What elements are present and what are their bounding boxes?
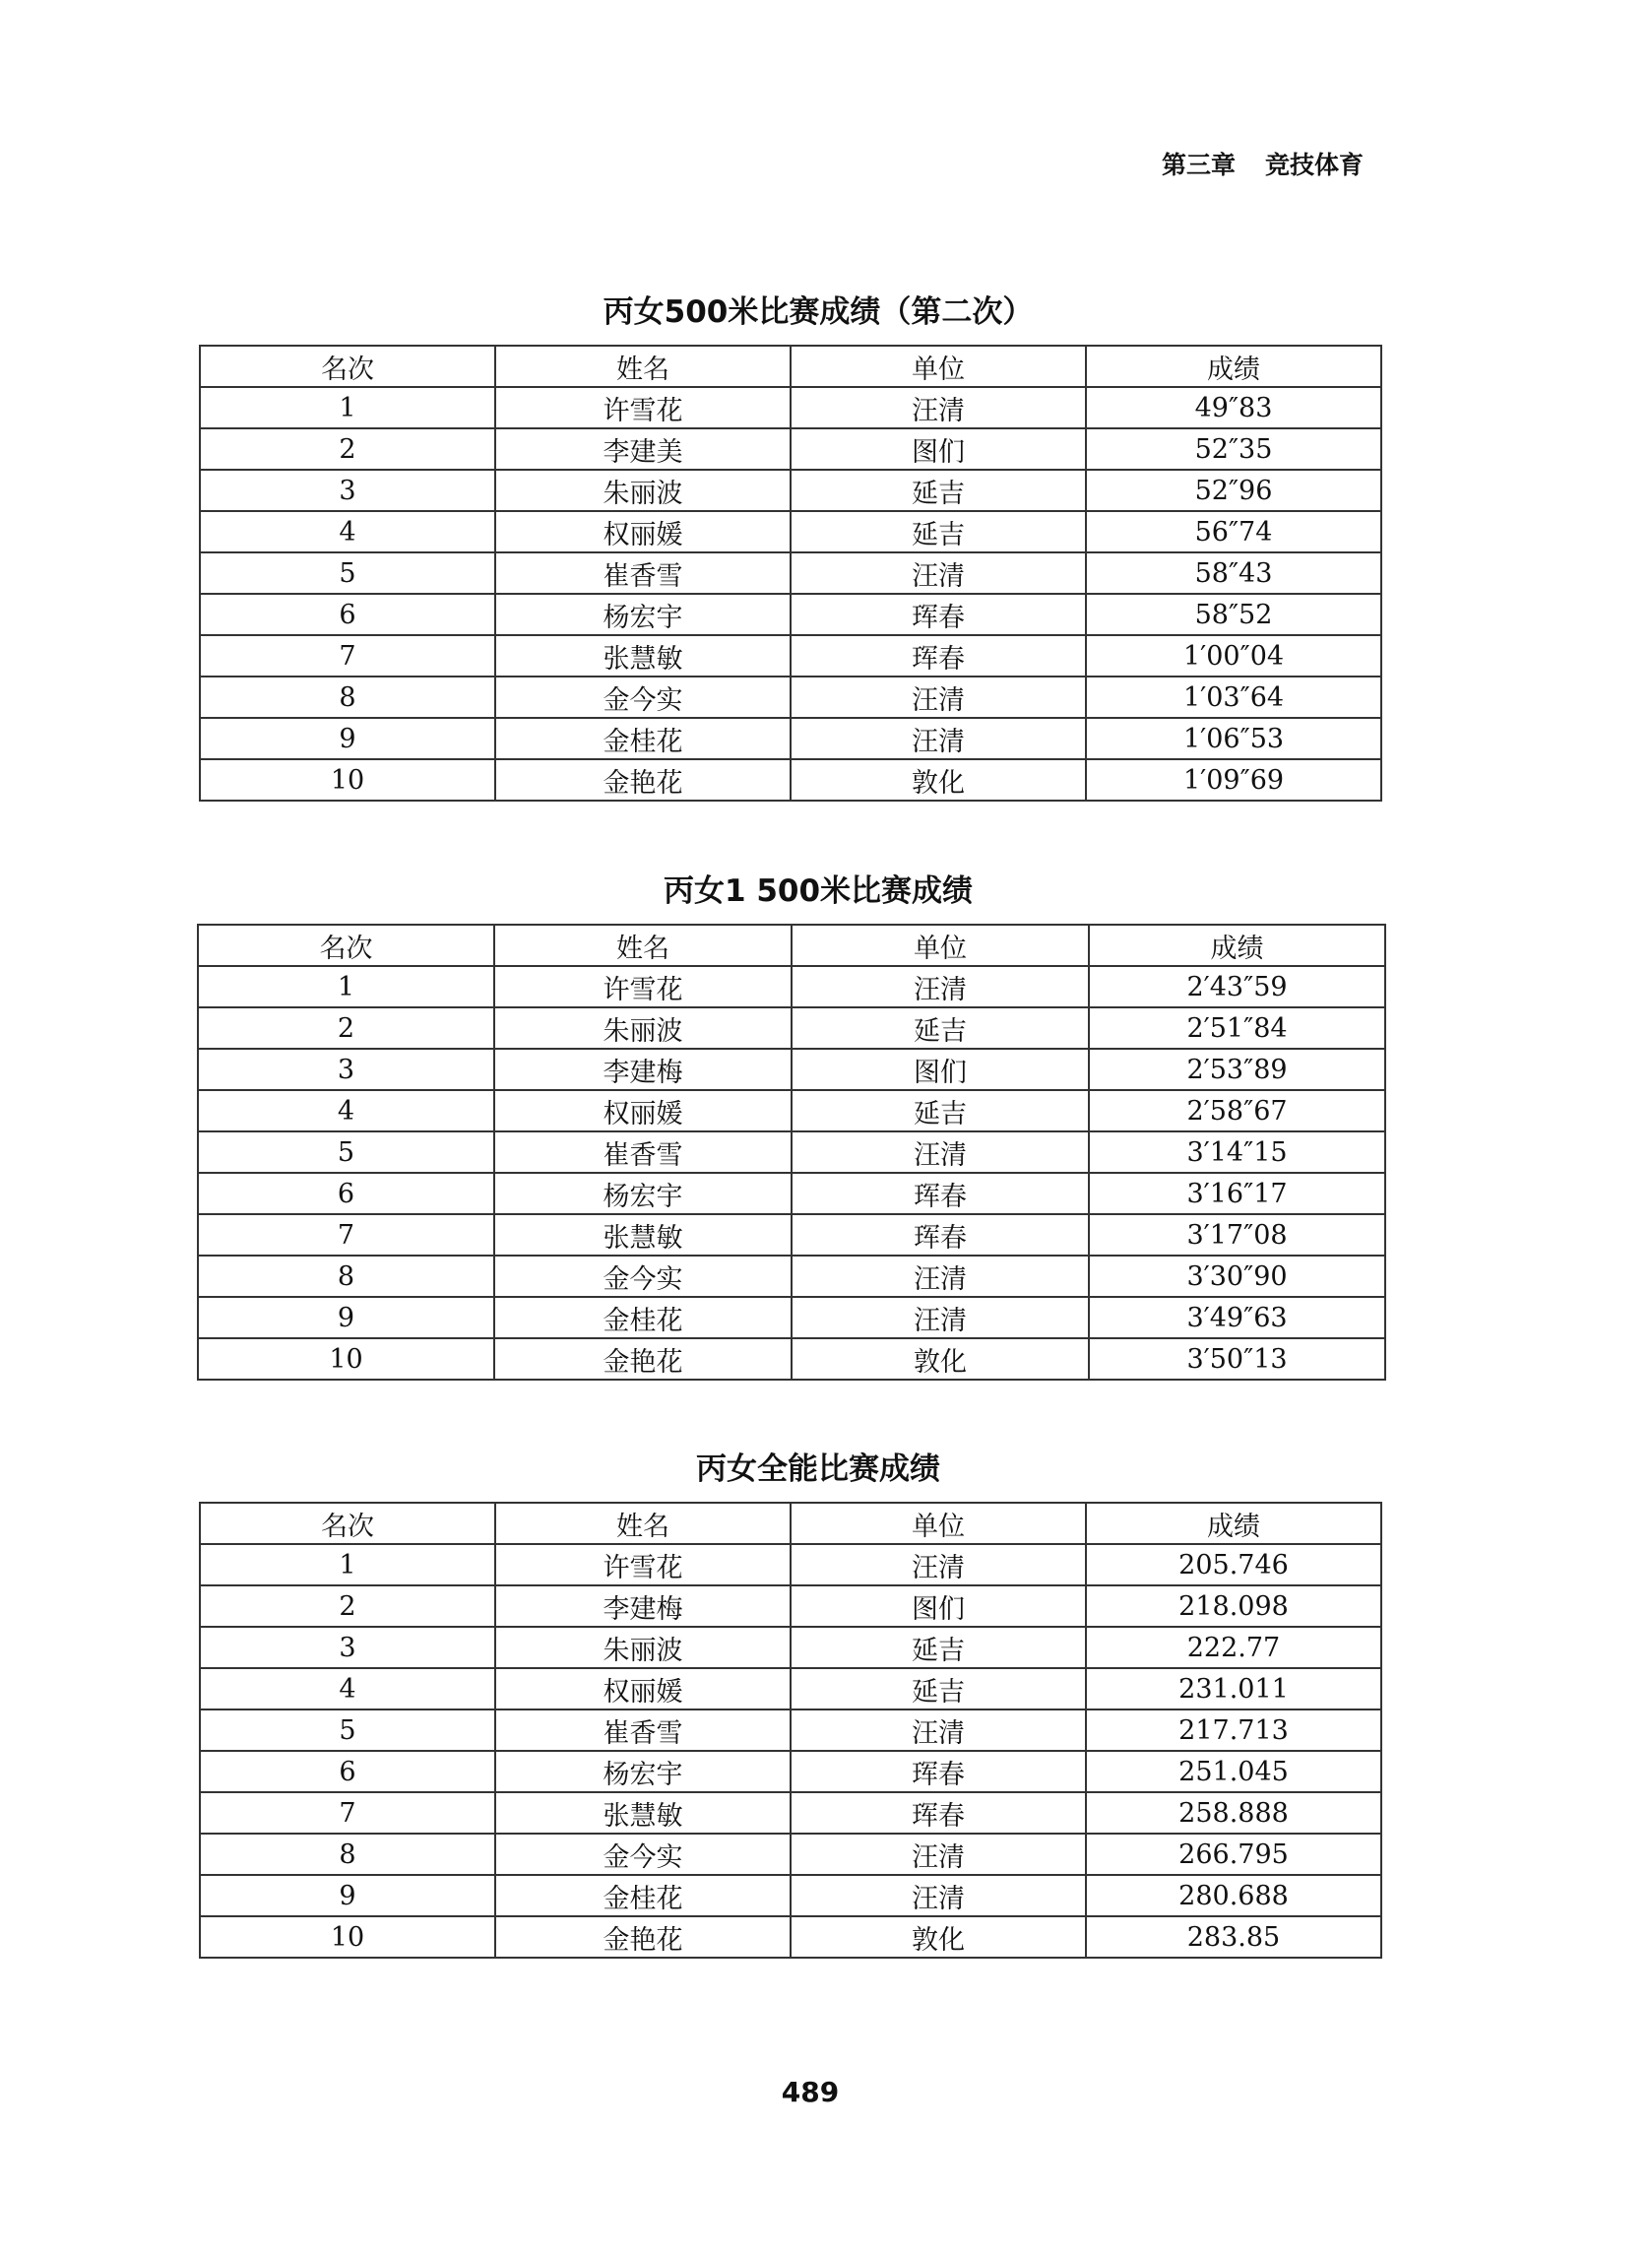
name-cell: 权丽媛	[495, 1668, 791, 1709]
column-header: 单位	[791, 1503, 1086, 1544]
unit-cell: 汪清	[791, 1834, 1086, 1875]
table-header-row	[200, 346, 1381, 387]
unit-cell: 珲春	[792, 1173, 1089, 1214]
name-cell: 朱丽波	[495, 470, 791, 511]
result-cell: 280.688	[1086, 1875, 1381, 1916]
unit-cell: 汪清	[791, 1544, 1086, 1585]
unit-cell: 延吉	[791, 1627, 1086, 1668]
result-cell: 218.098	[1086, 1585, 1381, 1627]
unit-cell: 珲春	[792, 1214, 1089, 1256]
rank-cell: 8	[198, 1256, 494, 1297]
table-row	[198, 966, 1385, 1007]
column-header: 名次	[198, 925, 494, 966]
table-row	[200, 759, 1381, 801]
name-cell: 许雪花	[495, 1544, 791, 1585]
table-row	[200, 470, 1381, 511]
rank-cell: 9	[198, 1297, 494, 1338]
table-row	[200, 1544, 1381, 1585]
results-table	[197, 924, 1386, 1381]
column-header: 姓名	[494, 925, 792, 966]
column-header: 成绩	[1086, 346, 1381, 387]
table-row	[198, 1173, 1385, 1214]
rank-cell: 4	[198, 1090, 494, 1131]
table-header-row	[200, 1503, 1381, 1544]
name-cell: 金今实	[495, 677, 791, 718]
rank-cell: 6	[200, 1751, 495, 1792]
column-header: 单位	[792, 925, 1089, 966]
rank-cell: 3	[200, 470, 495, 511]
name-cell: 许雪花	[494, 966, 792, 1007]
result-cell: 3′14″15	[1089, 1131, 1385, 1173]
table-row	[200, 552, 1381, 594]
rank-cell: 2	[198, 1007, 494, 1049]
result-cell: 2′51″84	[1089, 1007, 1385, 1049]
unit-cell: 延吉	[791, 511, 1086, 552]
unit-cell: 图们	[791, 1585, 1086, 1627]
rank-cell: 1	[200, 387, 495, 428]
name-cell: 金桂花	[495, 718, 791, 759]
unit-cell: 图们	[791, 428, 1086, 470]
table-row	[200, 594, 1381, 635]
results-table	[199, 1502, 1382, 1959]
table-row	[198, 1338, 1385, 1380]
result-cell: 3′16″17	[1089, 1173, 1385, 1214]
result-cell: 222.77	[1086, 1627, 1381, 1668]
result-cell: 1′00″04	[1086, 635, 1381, 677]
result-cell: 52″35	[1086, 428, 1381, 470]
unit-cell: 图们	[792, 1049, 1089, 1090]
result-cell: 58″43	[1086, 552, 1381, 594]
result-cell: 1′09″69	[1086, 759, 1381, 801]
section-label: 竞技体育	[1265, 151, 1365, 179]
table-row	[198, 1256, 1385, 1297]
unit-cell: 珲春	[791, 594, 1086, 635]
result-cell: 3′17″08	[1089, 1214, 1385, 1256]
rank-cell: 5	[200, 1709, 495, 1751]
table-title: 丙女全能比赛成绩	[696, 1451, 940, 1487]
rank-cell: 8	[200, 677, 495, 718]
result-cell: 2′43″59	[1089, 966, 1385, 1007]
rank-cell: 2	[200, 1585, 495, 1627]
name-cell: 杨宏宇	[495, 594, 791, 635]
name-cell: 张慧敏	[495, 635, 791, 677]
result-cell: 1′03″64	[1086, 677, 1381, 718]
table-row	[200, 387, 1381, 428]
table-row	[200, 718, 1381, 759]
name-cell: 金桂花	[495, 1875, 791, 1916]
unit-cell: 汪清	[792, 1256, 1089, 1297]
rank-cell: 10	[200, 1916, 495, 1958]
name-cell: 张慧敏	[494, 1214, 792, 1256]
name-cell: 杨宏宇	[494, 1173, 792, 1214]
table-row	[198, 1297, 1385, 1338]
table-row	[200, 1875, 1381, 1916]
table-row	[200, 1792, 1381, 1834]
column-header: 成绩	[1089, 925, 1385, 966]
column-header: 单位	[791, 346, 1086, 387]
table-row	[200, 511, 1381, 552]
table-row	[200, 1668, 1381, 1709]
result-cell: 266.795	[1086, 1834, 1381, 1875]
unit-cell: 延吉	[792, 1007, 1089, 1049]
rank-cell: 4	[200, 1668, 495, 1709]
result-cell: 283.85	[1086, 1916, 1381, 1958]
unit-cell: 敦化	[792, 1338, 1089, 1380]
name-cell: 李建梅	[495, 1585, 791, 1627]
result-cell: 2′53″89	[1089, 1049, 1385, 1090]
result-cell: 2′58″67	[1089, 1090, 1385, 1131]
name-cell: 李建美	[495, 428, 791, 470]
table-row	[198, 1090, 1385, 1131]
name-cell: 许雪花	[495, 387, 791, 428]
chapter-label: 第三章	[1162, 151, 1237, 179]
rank-cell: 6	[198, 1173, 494, 1214]
column-header: 名次	[200, 1503, 495, 1544]
result-cell: 1′06″53	[1086, 718, 1381, 759]
unit-cell: 汪清	[792, 1131, 1089, 1173]
rank-cell: 5	[200, 552, 495, 594]
result-cell: 3′49″63	[1089, 1297, 1385, 1338]
result-cell: 231.011	[1086, 1668, 1381, 1709]
rank-cell: 4	[200, 511, 495, 552]
result-cell: 251.045	[1086, 1751, 1381, 1792]
rank-cell: 2	[200, 428, 495, 470]
table-title: 丙女500米比赛成绩（第二次）	[603, 294, 1034, 330]
unit-cell: 汪清	[791, 552, 1086, 594]
unit-cell: 汪清	[792, 1297, 1089, 1338]
name-cell: 金艳花	[495, 759, 791, 801]
result-cell: 52″96	[1086, 470, 1381, 511]
name-cell: 金今实	[495, 1834, 791, 1875]
rank-cell: 5	[198, 1131, 494, 1173]
rank-cell: 3	[200, 1627, 495, 1668]
result-cell: 56″74	[1086, 511, 1381, 552]
name-cell: 朱丽波	[495, 1627, 791, 1668]
name-cell: 崔香雪	[495, 552, 791, 594]
result-cell: 258.888	[1086, 1792, 1381, 1834]
column-header: 姓名	[495, 1503, 791, 1544]
rank-cell: 7	[200, 1792, 495, 1834]
column-header: 成绩	[1086, 1503, 1381, 1544]
result-cell: 3′50″13	[1089, 1338, 1385, 1380]
name-cell: 杨宏宇	[495, 1751, 791, 1792]
name-cell: 崔香雪	[494, 1131, 792, 1173]
unit-cell: 汪清	[791, 718, 1086, 759]
unit-cell: 延吉	[791, 1668, 1086, 1709]
rank-cell: 3	[198, 1049, 494, 1090]
result-cell: 217.713	[1086, 1709, 1381, 1751]
unit-cell: 汪清	[791, 677, 1086, 718]
result-cell: 49″83	[1086, 387, 1381, 428]
unit-cell: 汪清	[791, 387, 1086, 428]
column-header: 姓名	[495, 346, 791, 387]
table-row	[198, 1007, 1385, 1049]
rank-cell: 1	[200, 1544, 495, 1585]
table-row	[200, 1627, 1381, 1668]
unit-cell: 珲春	[791, 1792, 1086, 1834]
rank-cell: 9	[200, 1875, 495, 1916]
result-cell: 3′30″90	[1089, 1256, 1385, 1297]
rank-cell: 1	[198, 966, 494, 1007]
name-cell: 金艳花	[494, 1338, 792, 1380]
rank-cell: 7	[198, 1214, 494, 1256]
rank-cell: 6	[200, 594, 495, 635]
unit-cell: 敦化	[791, 759, 1086, 801]
table-row	[198, 1214, 1385, 1256]
table-title: 丙女1 500米比赛成绩	[663, 873, 974, 909]
name-cell: 李建梅	[494, 1049, 792, 1090]
name-cell: 金今实	[494, 1256, 792, 1297]
results-table	[199, 345, 1382, 802]
table-row	[200, 428, 1381, 470]
table-row	[200, 635, 1381, 677]
name-cell: 金艳花	[495, 1916, 791, 1958]
results-section-allround	[0, 1445, 1652, 1959]
unit-cell: 延吉	[792, 1090, 1089, 1131]
running-header	[1162, 146, 1364, 181]
rank-cell: 10	[198, 1338, 494, 1380]
name-cell: 朱丽波	[494, 1007, 792, 1049]
rank-cell: 7	[200, 635, 495, 677]
name-cell: 崔香雪	[495, 1709, 791, 1751]
table-row	[198, 1131, 1385, 1173]
results-section-500m	[0, 288, 1652, 802]
unit-cell: 汪清	[791, 1875, 1086, 1916]
table-row	[200, 1751, 1381, 1792]
table-row	[198, 1049, 1385, 1090]
results-section-1500m	[0, 867, 1652, 1381]
rank-cell: 10	[200, 759, 495, 801]
name-cell: 金桂花	[494, 1297, 792, 1338]
rank-cell: 9	[200, 718, 495, 759]
unit-cell: 汪清	[792, 966, 1089, 1007]
table-header-row	[198, 925, 1385, 966]
table-row	[200, 1709, 1381, 1751]
unit-cell: 延吉	[791, 470, 1086, 511]
unit-cell: 敦化	[791, 1916, 1086, 1958]
column-header: 名次	[200, 346, 495, 387]
unit-cell: 珲春	[791, 1751, 1086, 1792]
table-row	[200, 1916, 1381, 1958]
unit-cell: 珲春	[791, 635, 1086, 677]
result-cell: 58″52	[1086, 594, 1381, 635]
unit-cell: 汪清	[791, 1709, 1086, 1751]
result-cell: 205.746	[1086, 1544, 1381, 1585]
table-row	[200, 1834, 1381, 1875]
rank-cell: 8	[200, 1834, 495, 1875]
name-cell: 张慧敏	[495, 1792, 791, 1834]
name-cell: 权丽媛	[495, 511, 791, 552]
table-row	[200, 677, 1381, 718]
name-cell: 权丽媛	[494, 1090, 792, 1131]
page-number: 489	[781, 2076, 840, 2108]
table-row	[200, 1585, 1381, 1627]
